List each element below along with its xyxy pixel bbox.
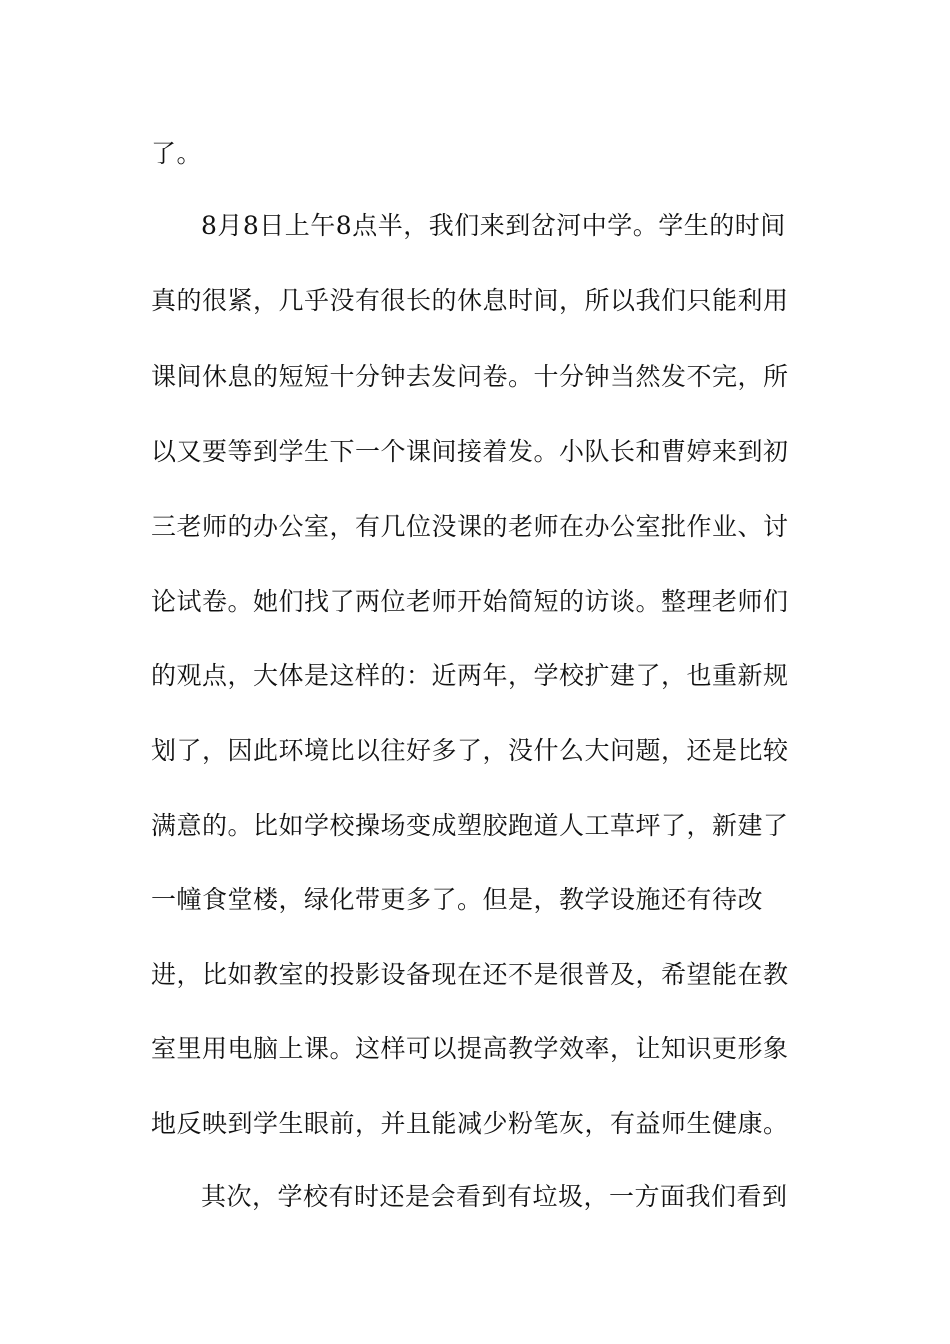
text-line-11: 一幢食堂楼，绿化带更多了。但是，教学设施还有待改 [151, 885, 764, 914]
text-line-13: 室里用电脑上课。这样可以提高教学效率，让知识更形象 [151, 1034, 789, 1063]
text-line-6: 三老师的办公室，有几位没课的老师在办公室批作业、讨 [151, 512, 789, 541]
text-line-1: 了。 [151, 139, 203, 168]
text-line-4: 课间休息的短短十分钟去发问卷。十分钟当然发不完，所 [151, 362, 789, 391]
text-line-3: 真的很紧，几乎没有很长的休息时间，所以我们只能利用 [151, 286, 789, 315]
text-line-9: 划了，因此环境比以往好多了，没什么大问题，还是比较 [151, 736, 789, 765]
text-line-12: 进，比如教室的投影设备现在还不是很普及，希望能在教 [151, 960, 789, 989]
text-line-2: 8月8日上午8点半，我们来到岔河中学。学生的时间 [201, 211, 786, 240]
text-line-10: 满意的。比如学校操场变成塑胶跑道人工草坪了，新建了 [151, 811, 789, 840]
text-line-15: 其次，学校有时还是会看到有垃圾，一方面我们看到 [201, 1182, 788, 1211]
text-line-14: 地反映到学生眼前，并且能减少粉笔灰，有益师生健康。 [151, 1109, 789, 1138]
text-line-8: 的观点，大体是这样的：近两年，学校扩建了，也重新规 [151, 661, 789, 690]
text-line-7: 论试卷。她们找了两位老师开始简短的访谈。整理老师们 [151, 587, 789, 616]
text-line-5: 以又要等到学生下一个课间接着发。小队长和曹婷来到初 [151, 437, 789, 466]
